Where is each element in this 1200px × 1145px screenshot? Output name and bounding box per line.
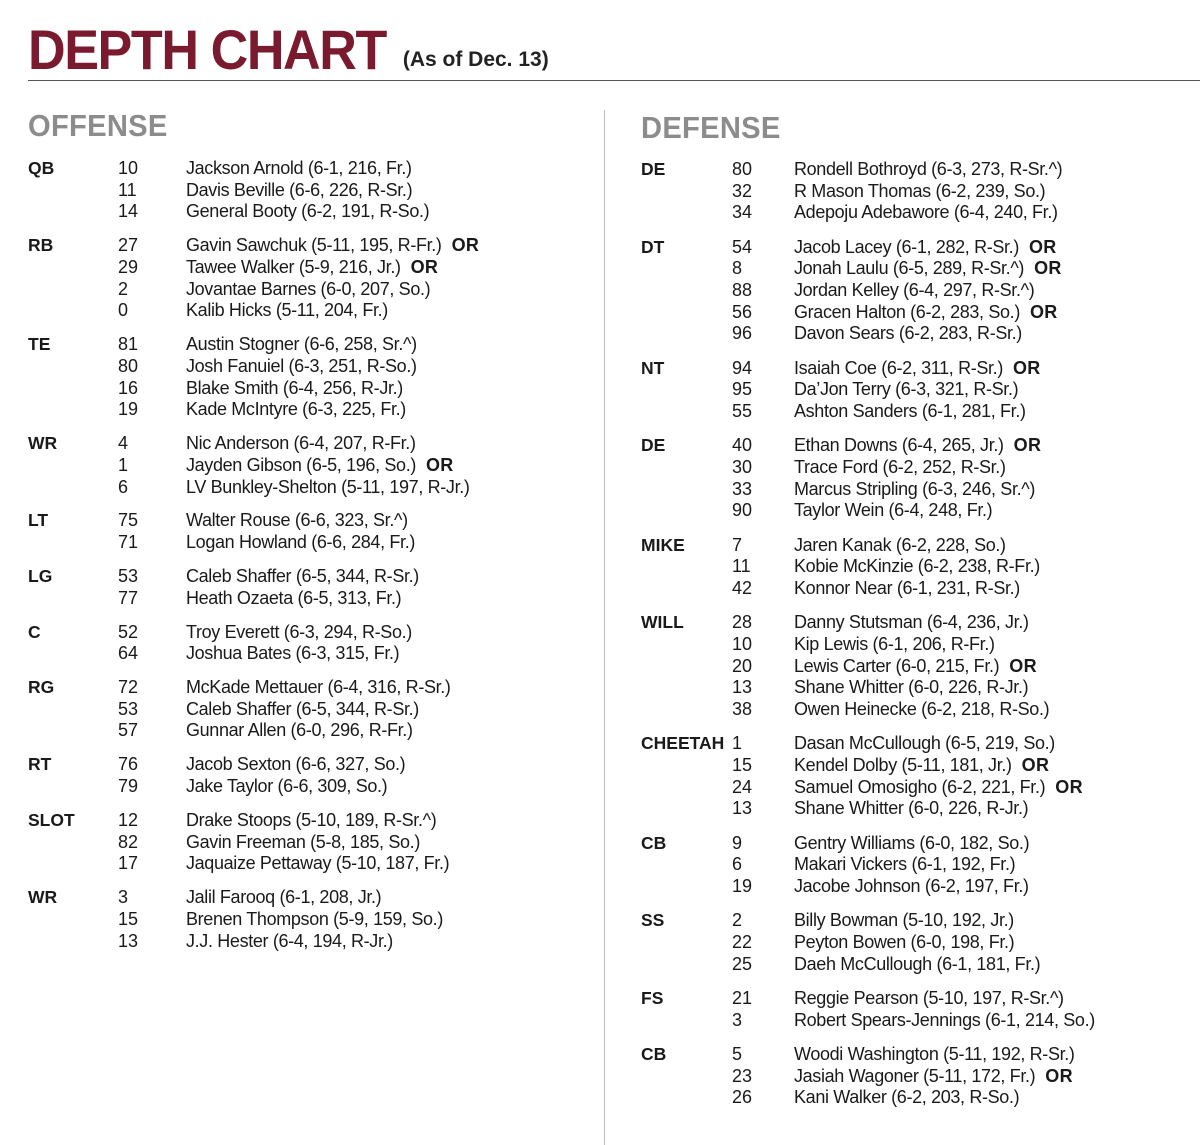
player-list (732, 988, 1196, 1031)
player-name: Troy Everett (6-3, 294, R-So.) (186, 621, 412, 642)
player-name: Adepoju Adebawore (6-4, 240, Fr.) (794, 202, 1058, 223)
jersey-number: 24 (732, 776, 753, 797)
player-list (118, 235, 588, 322)
position-group (641, 358, 1196, 423)
jersey-number: 94 (732, 357, 753, 378)
player-list (118, 754, 588, 797)
player-row (118, 378, 588, 400)
player-row (732, 876, 1196, 898)
player-row (118, 279, 588, 301)
position-group (641, 159, 1196, 224)
player-name: Brenen Thompson (5-9, 159, So.) (186, 908, 443, 929)
player-name: Jordan Kelley (6-4, 297, R-Sr.^) (794, 280, 1035, 301)
player-row (118, 622, 588, 644)
player-list (732, 733, 1196, 820)
position-group (641, 733, 1196, 820)
player-row (118, 677, 588, 699)
position-label: SS (641, 910, 665, 931)
player-list (118, 887, 588, 952)
jersey-number: 81 (118, 334, 139, 355)
player-row (118, 257, 588, 279)
player-row (732, 379, 1196, 401)
player-list (118, 510, 588, 553)
jersey-number: 21 (732, 988, 753, 1009)
player-row (732, 302, 1196, 324)
player-row (118, 853, 588, 875)
player-row (732, 1087, 1196, 1109)
jersey-number: 13 (732, 798, 753, 819)
position-group (641, 535, 1196, 600)
jersey-number: 54 (732, 236, 753, 257)
player-list (118, 158, 588, 223)
player-list (118, 334, 588, 421)
player-name: Kade McIntyre (6-3, 225, Fr.) (186, 399, 406, 420)
jersey-number: 4 (118, 433, 129, 454)
player-row (118, 334, 588, 356)
jersey-number: 9 (732, 832, 743, 853)
jersey-number: 26 (732, 1087, 753, 1108)
player-name: Reggie Pearson (5-10, 197, R-Sr.^) (794, 988, 1064, 1009)
player-row (732, 910, 1196, 932)
player-name: Ashton Sanders (6-1, 281, Fr.) (794, 401, 1026, 422)
jersey-number: 79 (118, 776, 139, 796)
player-row (732, 181, 1196, 203)
jersey-number: 88 (732, 280, 753, 301)
jersey-number: 32 (732, 180, 753, 201)
player-name: Jasiah Wagoner (5-11, 172, Fr.) (794, 1065, 1036, 1086)
player-name: Gavin Sawchuk (5-11, 195, R-Fr.) (186, 235, 442, 256)
player-name: Josh Fanuiel (6-3, 251, R-So.) (186, 355, 417, 376)
player-name: McKade Mettauer (6-4, 316, R-Sr.) (186, 677, 451, 698)
jersey-number: 82 (118, 831, 139, 852)
player-row (118, 510, 588, 532)
player-row (118, 699, 588, 721)
jersey-number: 57 (118, 720, 139, 741)
player-list (732, 910, 1196, 975)
as-of-date: (As of Dec. 13) (402, 48, 549, 71)
jersey-number: 19 (118, 399, 139, 420)
position-group (641, 988, 1196, 1031)
jersey-number: 42 (732, 578, 753, 599)
page-header (28, 18, 549, 81)
position-label: CHEETAH (641, 733, 725, 754)
jersey-number: 11 (118, 179, 137, 200)
player-row (732, 755, 1196, 777)
player-row (732, 1010, 1196, 1032)
player-row (118, 477, 588, 499)
player-row (732, 479, 1196, 501)
player-name: Dasan McCullough (6-5, 219, So.) (794, 733, 1055, 754)
player-row (732, 733, 1196, 755)
jersey-number: 33 (732, 478, 753, 499)
player-list (118, 622, 588, 665)
player-row (118, 566, 588, 588)
player-row (732, 699, 1196, 721)
or-marker: OR (1045, 1065, 1073, 1086)
player-name: Heath Ozaeta (6-5, 313, Fr.) (186, 587, 402, 608)
player-row (732, 932, 1196, 954)
player-name: Kalib Hicks (5-11, 204, Fr.) (186, 300, 388, 321)
jersey-number: 6 (732, 854, 743, 875)
player-name: Owen Heinecke (6-2, 218, R-So.) (794, 699, 1050, 720)
jersey-number: 3 (118, 887, 129, 908)
player-name: Woodi Washington (5-11, 192, R-Sr.) (794, 1044, 1075, 1064)
player-name: Kobie McKinzie (6-2, 238, R-Fr.) (794, 556, 1040, 577)
player-row (118, 588, 588, 610)
player-row (118, 643, 588, 665)
player-name: Caleb Shaffer (6-5, 344, R-Sr.) (186, 698, 419, 719)
player-list (118, 677, 588, 742)
jersey-number: 11 (732, 556, 751, 577)
jersey-number: 25 (732, 953, 753, 974)
player-row (732, 500, 1196, 522)
position-label: DE (641, 435, 666, 456)
jersey-number: 10 (118, 158, 139, 178)
player-row (118, 356, 588, 378)
player-row (118, 754, 588, 776)
player-list (732, 237, 1196, 345)
player-row (732, 634, 1196, 656)
jersey-number: 95 (732, 379, 753, 400)
player-name: Gunnar Allen (6-0, 296, R-Fr.) (186, 720, 413, 741)
player-name: Ethan Downs (6-4, 265, Jr.) (794, 435, 1004, 456)
offense-title: OFFENSE (28, 108, 168, 143)
jersey-number: 96 (732, 323, 753, 344)
player-name: Jovantae Barnes (6-0, 207, So.) (186, 278, 431, 299)
player-row (732, 202, 1196, 224)
jersey-number: 2 (732, 910, 743, 931)
position-group (28, 754, 588, 797)
player-name: Tawee Walker (5-9, 216, Jr.) (186, 256, 401, 277)
jersey-number: 71 (118, 532, 139, 553)
player-name: Kendel Dolby (5-11, 181, Jr.) (794, 755, 1012, 776)
defense-column (641, 108, 1196, 1122)
position-group (641, 612, 1196, 720)
player-name: Gavin Freeman (5-8, 185, So.) (186, 831, 420, 852)
player-name: R Mason Thomas (6-2, 239, So.) (794, 180, 1046, 201)
player-name: Davis Beville (6-6, 226, R-Sr.) (186, 179, 413, 200)
position-group (641, 435, 1196, 522)
player-name: Caleb Shaffer (6-5, 344, R-Sr.) (186, 565, 419, 586)
position-label: QB (28, 158, 55, 178)
position-group (28, 433, 588, 498)
player-name: Davon Sears (6-2, 283, R-Sr.) (794, 323, 1022, 344)
player-list (118, 566, 588, 609)
jersey-number: 76 (118, 754, 139, 775)
or-marker: OR (410, 256, 439, 277)
player-name: Drake Stoops (5-10, 189, R-Sr.^) (186, 809, 437, 830)
position-label: WILL (641, 612, 684, 633)
or-marker: OR (1021, 755, 1050, 776)
position-label: CB (641, 832, 667, 853)
player-name: Makari Vickers (6-1, 192, Fr.) (794, 854, 1016, 875)
player-list (732, 535, 1196, 600)
player-name: LV Bunkley-Shelton (5-11, 197, R-Jr.) (186, 476, 470, 497)
jersey-number: 15 (118, 908, 139, 929)
jersey-number: 30 (732, 457, 753, 478)
position-label: SLOT (28, 809, 75, 830)
player-name: Shane Whitter (6-0, 226, R-Jr.) (794, 677, 1029, 698)
player-name: Jaquaize Pettaway (5-10, 187, Fr.) (186, 853, 450, 874)
or-marker: OR (426, 454, 454, 475)
player-name: Rondell Bothroyd (6-3, 273, R-Sr.^) (794, 159, 1063, 179)
jersey-number: 0 (118, 300, 129, 321)
or-marker: OR (1034, 258, 1062, 279)
jersey-number: 80 (118, 355, 139, 376)
jersey-number: 55 (732, 401, 753, 422)
position-group (641, 910, 1196, 975)
player-name: Samuel Omosigho (6-2, 221, Fr.) (794, 776, 1046, 797)
player-name: Danny Stutsman (6-4, 236, Jr.) (794, 612, 1029, 633)
position-label: DT (641, 236, 665, 257)
player-name: Daeh McCullough (6-1, 181, Fr.) (794, 953, 1041, 974)
player-row (118, 300, 588, 322)
player-row (732, 323, 1196, 345)
position-group (28, 810, 588, 875)
player-name: Kip Lewis (6-1, 206, R-Fr.) (794, 634, 995, 655)
player-list (732, 1044, 1196, 1109)
jersey-number: 19 (732, 876, 753, 897)
jersey-number: 52 (118, 621, 139, 642)
defense-title: DEFENSE (641, 110, 781, 145)
offense-groups (28, 158, 588, 952)
player-row (732, 954, 1196, 976)
player-row (732, 1044, 1196, 1066)
player-row (732, 988, 1196, 1010)
jersey-number: 3 (732, 1009, 743, 1030)
player-list (732, 833, 1196, 898)
or-marker: OR (1009, 655, 1037, 676)
jersey-number: 53 (118, 565, 139, 586)
player-row (732, 457, 1196, 479)
or-marker: OR (451, 235, 480, 256)
jersey-number: 14 (118, 201, 139, 222)
column-divider (604, 110, 605, 1145)
player-name: Marcus Stripling (6-3, 246, Sr.^) (794, 478, 1035, 499)
player-name: Nic Anderson (6-4, 207, R-Fr.) (186, 433, 416, 454)
jersey-number: 7 (732, 534, 743, 555)
position-group (28, 235, 588, 322)
jersey-number: 40 (732, 435, 753, 456)
player-row (732, 237, 1196, 259)
jersey-number: 90 (732, 500, 753, 521)
jersey-number: 29 (118, 256, 139, 277)
player-row (732, 280, 1196, 302)
player-row (118, 433, 588, 455)
player-row (732, 612, 1196, 634)
player-name: Taylor Wein (6-4, 248, Fr.) (794, 500, 993, 521)
player-row (118, 532, 588, 554)
player-row (732, 556, 1196, 578)
page-title: DEPTH CHART (28, 18, 386, 81)
jersey-number: 2 (118, 278, 129, 299)
jersey-number: 5 (732, 1044, 743, 1064)
or-marker: OR (1055, 776, 1083, 797)
player-name: Gentry Williams (6-0, 182, So.) (794, 832, 1030, 853)
jersey-number: 34 (732, 202, 753, 223)
player-row (732, 159, 1196, 181)
jersey-number: 75 (118, 510, 139, 531)
player-row (118, 399, 588, 421)
or-marker: OR (1028, 236, 1057, 257)
jersey-number: 23 (732, 1065, 753, 1086)
jersey-number: 12 (118, 809, 139, 830)
player-name: Jalil Farooq (6-1, 208, Jr.) (186, 887, 382, 908)
jersey-number: 20 (732, 655, 753, 676)
jersey-number: 10 (732, 634, 753, 655)
player-name: Gracen Halton (6-2, 283, So.) (794, 301, 1020, 322)
position-label: WR (28, 433, 58, 454)
position-label: NT (641, 357, 665, 378)
position-label: TE (28, 334, 51, 355)
position-label: WR (28, 887, 58, 908)
player-row (732, 578, 1196, 600)
player-name: Da’Jon Terry (6-3, 321, R-Sr.) (794, 379, 1019, 400)
jersey-number: 16 (118, 377, 139, 398)
jersey-number: 77 (118, 587, 139, 608)
position-label: LG (28, 565, 53, 586)
player-row (732, 358, 1196, 380)
player-row (732, 258, 1196, 280)
jersey-number: 22 (732, 932, 753, 953)
player-name: J.J. Hester (6-4, 194, R-Jr.) (186, 930, 393, 951)
player-name: Jake Taylor (6-6, 309, So.) (186, 776, 388, 796)
player-row (118, 810, 588, 832)
player-row (732, 435, 1196, 457)
player-row (732, 677, 1196, 699)
player-row (118, 887, 588, 909)
player-row (118, 158, 588, 180)
player-list (732, 159, 1196, 224)
defense-groups (641, 159, 1196, 1109)
player-row (732, 833, 1196, 855)
player-name: Peyton Bowen (6-0, 198, Fr.) (794, 932, 1015, 953)
player-name: Robert Spears-Jennings (6-1, 214, So.) (794, 1009, 1095, 1030)
player-name: Jacob Lacey (6-1, 282, R-Sr.) (794, 236, 1019, 257)
position-label: DE (641, 159, 666, 179)
player-name: Walter Rouse (6-6, 323, Sr.^) (186, 510, 408, 531)
position-group (641, 237, 1196, 345)
player-list (732, 358, 1196, 423)
jersey-number: 27 (118, 235, 139, 256)
player-row (118, 931, 588, 953)
position-label: RT (28, 754, 52, 775)
player-list (118, 433, 588, 498)
player-name: Kani Walker (6-2, 203, R-So.) (794, 1087, 1020, 1108)
jersey-number: 56 (732, 301, 753, 322)
player-row (732, 1066, 1196, 1088)
player-row (732, 798, 1196, 820)
position-group (641, 833, 1196, 898)
position-label: FS (641, 988, 664, 1009)
position-group (28, 510, 588, 553)
player-name: Lewis Carter (6-0, 215, Fr.) (794, 655, 1000, 676)
player-row (118, 455, 588, 477)
player-list (118, 810, 588, 875)
player-name: Isaiah Coe (6-2, 311, R-Sr.) (794, 357, 1003, 378)
jersey-number: 13 (118, 930, 139, 951)
player-name: General Booty (6-2, 191, R-So.) (186, 201, 430, 222)
position-group (641, 1044, 1196, 1109)
player-row (118, 832, 588, 854)
player-name: Blake Smith (6-4, 256, R-Jr.) (186, 377, 403, 398)
player-row (118, 776, 588, 798)
player-row (732, 854, 1196, 876)
position-group (28, 887, 588, 952)
position-label: LT (28, 510, 49, 531)
player-name: Billy Bowman (5-10, 192, Jr.) (794, 910, 1014, 931)
player-name: Jaren Kanak (6-2, 228, So.) (794, 534, 1006, 555)
jersey-number: 64 (118, 643, 139, 664)
player-name: Konnor Near (6-1, 231, R-Sr.) (794, 578, 1020, 599)
position-label: CB (641, 1044, 667, 1064)
player-name: Jayden Gibson (6-5, 196, So.) (186, 454, 416, 475)
player-name: Jacob Sexton (6-6, 327, So.) (186, 754, 406, 775)
jersey-number: 17 (118, 853, 139, 874)
player-row (732, 401, 1196, 423)
player-row (732, 535, 1196, 557)
position-group (28, 334, 588, 421)
jersey-number: 1 (732, 733, 743, 754)
position-label: MIKE (641, 534, 685, 555)
player-row (118, 201, 588, 223)
player-row (118, 909, 588, 931)
player-name: Jackson Arnold (6-1, 216, Fr.) (186, 158, 412, 178)
or-marker: OR (1012, 357, 1041, 378)
jersey-number: 1 (118, 454, 129, 475)
or-marker: OR (1029, 301, 1058, 322)
jersey-number: 15 (732, 755, 753, 776)
jersey-number: 53 (118, 698, 139, 719)
position-label: RG (28, 677, 55, 698)
player-row (118, 720, 588, 742)
header-rule (28, 80, 1200, 81)
position-group (28, 158, 588, 223)
player-name: Shane Whitter (6-0, 226, R-Jr.) (794, 798, 1029, 819)
position-group (28, 622, 588, 665)
jersey-number: 72 (118, 677, 139, 698)
jersey-number: 8 (732, 258, 743, 279)
player-name: Jacobe Johnson (6-2, 197, Fr.) (794, 876, 1029, 897)
player-name: Logan Howland (6-6, 284, Fr.) (186, 532, 415, 553)
or-marker: OR (1013, 435, 1042, 456)
jersey-number: 28 (732, 612, 753, 633)
offense-column (28, 108, 588, 964)
player-list (732, 612, 1196, 720)
position-group (28, 566, 588, 609)
player-row (732, 656, 1196, 678)
jersey-number: 38 (732, 699, 753, 720)
player-name: Trace Ford (6-2, 252, R-Sr.) (794, 457, 1006, 478)
jersey-number: 13 (732, 677, 753, 698)
player-name: Jonah Laulu (6-5, 289, R-Sr.^) (794, 258, 1025, 279)
player-row (118, 235, 588, 257)
player-row (732, 777, 1196, 799)
player-name: Austin Stogner (6-6, 258, Sr.^) (186, 334, 417, 355)
jersey-number: 80 (732, 159, 753, 179)
player-name: Joshua Bates (6-3, 315, Fr.) (186, 643, 400, 664)
position-label: RB (28, 235, 54, 256)
player-row (118, 180, 588, 202)
position-group (28, 677, 588, 742)
jersey-number: 6 (118, 476, 129, 497)
player-list (732, 435, 1196, 522)
position-label: C (28, 621, 41, 642)
